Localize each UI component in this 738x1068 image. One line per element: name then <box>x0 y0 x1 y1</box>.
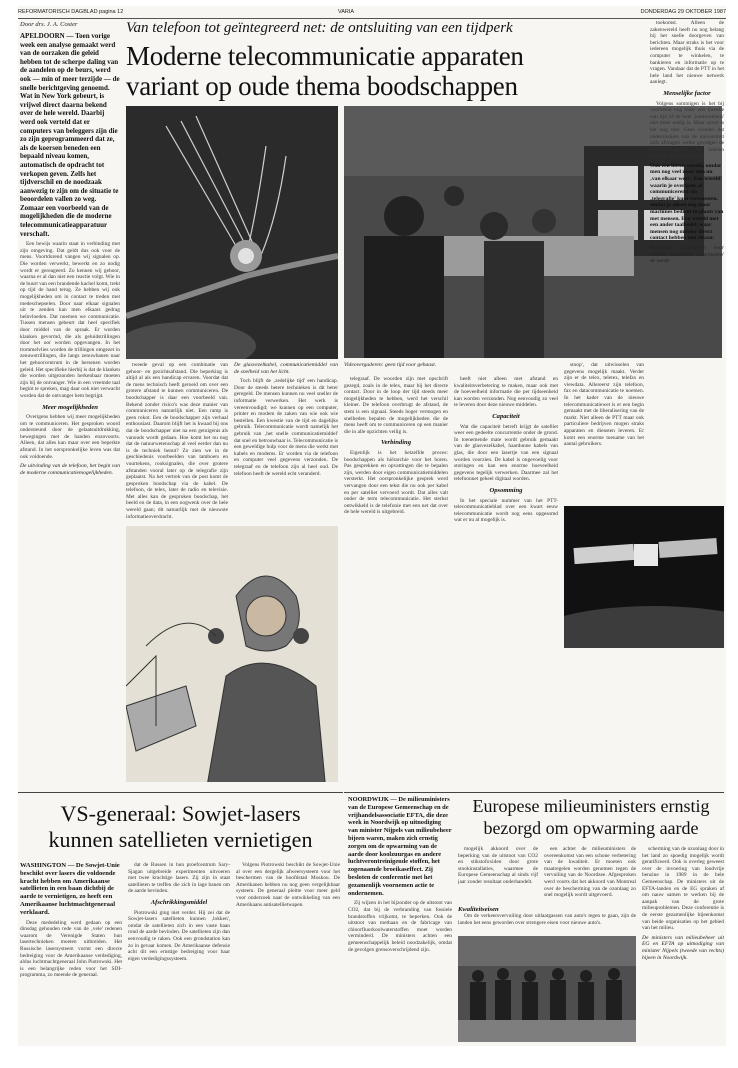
bold-paragraph: Ook een kleine wereld, omdat men nog veel meer dan nu ‚van elkaar weet'. Een wereld waarin je overigens al communicerend via ‚telegrafie' kunt verwoesten, omdat je alleen nog maar machines bedient in plaats van met mensen. Een wereld met een ander taalbeeld, waar mensen nog minder direct contact hebben met elkaar. <box>650 162 724 242</box>
photo-caption: De uitvinding van de telefoon, het begin van de moderne communicatiemogelijkheden. <box>20 463 120 476</box>
ministers-illustration <box>458 936 636 1042</box>
paragraph: stoop', dat uitwisselen van gegevens mogelijk maakt. Verder zijn er de telex, teletex, telefax en viewdata. Allereerst zijn telefoon, fax en datacommunicatie te noemen. In het kader van de nieuwe telecommunicatiewet is er een begin gemaakt met de liberalisering van de markt. Niet alleen de PTT maar ook particuliere bedrijven mogen straks apparaten en diensten leveren. Er komt een enorme toename van het aantal gebruikers. <box>564 362 644 448</box>
subheading: Verbinding <box>380 439 412 447</box>
paragraph: mogelijk akkoord over de beperking van de uitstoot van CO2 en stikstofoxiden door grote stookinstallaties, waarmee de Europese Gemeenschap al sinds vijf jaar zonder resultaat onderhandelt. <box>458 846 538 885</box>
paragraph: Een bewijs waarin staat in verbinding met zijn omgeving. Dat geldt dus ook voor de mens. Voortdurend vangen wij signalen op. Die worden verwerkt, bewerkt en zo nodig wordt er gereageerd. Zo kennen wij gehoor, waarna er al dan niet een reactie volgt. Wie in de buurt van een brandende kachel komt, trekt op tijd de hand terug. Ze hebben wij ook mogelijkheden om in contact te treden met medeschepselen. Door naar elkaar signalen uit te zenden kan men elkaars gedrag beïnvloeden. Dat noemen we communicatie. Tussen mensen gebeurt dat heel specifiek door middel van de spraak. Er worden klanken gevormd, die als geluidstrillingen door het oor worden opgevangen. In het trommelvlies worden de trillingen omgezet in zenuwstrillingen, die langs zenuwbanen naar het gehoorcentrum in de hersenen worden geleid. Het specifieke hierbij is dat de klanken die worden uitgezonden herkenbaar moeten zijn bij de ontvanger. Wie in een vreemde taal begint te spreken, mag daar ook niet verwacht worden dat de ontvanger hem begrijpt. <box>20 241 120 399</box>
column-4 <box>344 362 448 792</box>
subheading: Meer mogelijkheden <box>42 403 98 411</box>
paragraph: Volgens Piotrowski beschikt de Sowjet-Unie al over een dergelijk afweersysteem voor het beschermen van de hoofdstad Moskou. De Amerikanen hebben nu nog geen vergelijkbaar systeem. De generaal pleitte voor meer geld voor onderzoek naar de ontwikkeling van een Amerikaans antisatellietwapen. <box>236 862 340 908</box>
glass-fiber-illustration <box>126 106 338 359</box>
paragraph: Deze mededeling werd gedaan op een dinsdag gehouden rede van de ‚vele' redenen waarom de Verenigde Staten hun lasertechnieken moeten uitbreiden. Het Russische lasersysteem vormt een directe bedreiging voor de Amerikaanse verdediging, aldus luchtmachtgeneraal John Piotrowski. Het is een belangrijke reden voor het SDI-programma, zo meende de generaal. <box>20 919 122 979</box>
paragraph: Overigens hebben wij meer mogelijkheden om te communiceren. Het gesproken woord ondersteund door de gelaatsuitdrukking, bewegingen met de handen enzovoorts. Alleen, dat alles kan maar over een beperkte afstand. In het oorspronkelijke leven was dat ook voldoende. <box>20 414 120 460</box>
paragraph: heeft niet alleen met afstand en kwaliteitsverbetering te maken, maar ook met de hoeveelheid informatie die per tijdseenheid kan worden verzonden. Nog eenvoudig zo veel te leveren door deze nieuwe middelen. <box>454 376 558 409</box>
ussr-column-3 <box>236 862 340 1046</box>
paragraph: Wat die capaciteit betreft krijgt de satelliet weer een gedeelte concurrentie onder de grond. In toenemende mate wordt gebruik gemaakt van de glasvezelkabel, haardunne kabels van glas, die door een lasertje van een signaal worden voorzien. De kabel is ongevoelig voor storingen en kan een enorme hoeveelheid gegevens tegelijk verwerken. Daarmee zal het telefoonnet geheel digitaal worden. <box>454 423 558 483</box>
photo-caption: Honderden satellieten voor allerlei doeleinden ‚omcirkelen' de aarde. <box>650 245 724 265</box>
env-headline-line-1: Europese milieuministers ernstig <box>472 796 710 816</box>
kicker: Van telefoon tot geïntegreerd net: de ontsluiting van een tijdperk <box>126 20 513 36</box>
newspaper-page <box>18 6 726 1046</box>
subheading: Afschrikkingsmiddel <box>150 898 208 906</box>
lead-paragraph: NOORDWIJK — De milieuministers van de Europese Gemeenschap en de vrijhandelsassociatie EFTA, die deze week in Noordwijk op uitnodiging van minister Nijpels van milieubeheer bijeen waren, maken zich ernstig zorgen om de opwarming van de aarde door koolzuurgas en andere luchtverontreinigende stoffen, het zogenaamde broeikaseffect. Zij besloten de conferentie met het gezamenlijk voornemen actie te ondernemen. <box>348 796 452 897</box>
headline-line-2: variant op oude thema boodschappen <box>126 71 518 101</box>
paragraph: tweede geval op een combinatie van gehoor- en gezichtsafstand. Die beperking is altijd al als een handicap ervaren. Voordat dat de mens technisch heeft geroeid om over een grotere afstand te kunnen communiceren. De boodschapper is daar een voorbeeld van. Bekend zonder risico's was deze manier van communiceren natuurlijk niet. Een ramp is geen rokot. Een de boodschapper zijn verhaal enthousiast. Daarom blijft het is kwaad bij ons dat de boodschapper niet na een getuigenis als vanouds wordt gedaan. Hoe komt het nu nog dat de natuurwetenschap al veel eerder dan nu is de techniek benut? Zo zien we in de geschiedenis voorbeelden van tamboers en vuurtekens, rooksignalen, die over grotere afstanden vooral later op de telegrafie zijn geplaatst. Na het vertrek van de post komt de gesproken boodschap via de kabel. De telefoon, de telex, later de radio en televisie. Met alles kan de gesproken boodschap, het beeld en de data, in een oogwenk over de hele wereld gaan; dit natuurlijk met de nieuwste informatieoverdracht. <box>126 362 228 520</box>
satellite-illustration <box>564 506 724 648</box>
lead-paragraph: APELDOORN — Toen vorige week een analyse gemaakt werd van de oorzaken die geleid hebben tot de scherpe daling van de aandelen op de beurs, werd ook — min of meer terzijde — de snelle berichtgeving genoemd. Wat in New York gebeurt, is vrijwel direct daarna bekend over de hele wereld. Daarbij werd ook verteld dat er computers van beleggers zijn die zo zijn geprogrammeerd dat ze, als de koersen beneden een bepaald niveau komen, automatisch de opdracht tot verkopen geven. Zelfs het tijdverschil en de noodzaak aanwezig te zijn om de situatie te beoordelen vallen zo weg. Zomaar een voorbeeld van de mogelijkheden die de moderne telecommunicatieapparatuur verschaft. <box>20 32 120 238</box>
ussr-column-2 <box>128 862 230 1046</box>
photo-caption: De glasvezelkabel, communicatiemiddel van de snelheid van het licht. <box>234 362 338 375</box>
photo-caption: Videovergaderen: geen tijd voor gehaast. <box>344 362 437 368</box>
ministers-photo <box>458 936 636 1042</box>
header-date: DONDERDAG 29 OKTOBER 1987 <box>640 9 726 15</box>
page-header <box>18 6 726 19</box>
paragraph: Piotrowski ging niet verder. Hij zei dat de Sowjet-lasers satellieten kunnen ‚lokken', omdat de satellieten zich in een vaste baan rond de aarde bevinden. De satellieten zijn dan eenvoudig te raken. Ook een grondstation kan zo in gevaar komen. De Amerikaanse defensie acht dit een ernstige bedreiging voor haar eigen verdedigingssysteem. <box>128 909 230 962</box>
subheading: Opsomming <box>489 486 523 494</box>
ussr-column-1 <box>20 862 122 1046</box>
paragraph: een achter de milieuministers de overeenkomst van een schone verbetering van de kwaliteit. Er moeten ook maatregelen worden genomen tegen de vervuiling van de Noordzee. Afgesproken werd voorts dat het akkoord van Montreal over de bescherming van de ozonlaag zo snel mogelijk wordt uitgevoerd. <box>544 846 636 899</box>
env-subtext <box>458 913 636 933</box>
column-1 <box>20 32 120 534</box>
divider <box>18 792 343 793</box>
headline-line-1: Moderne telecommunicatie apparaten <box>126 41 524 71</box>
column-6 <box>564 362 644 502</box>
subheading: Capaciteit <box>492 412 520 420</box>
photo-caption: De ministers van milieubeheer uit EG en EFTA op uitnodiging van minister Nijpels (tweede van rechts) bijeen in Noordwijk. <box>642 934 724 961</box>
paragraph: In het speciale nummer van het PTT-telecommunicatieblad over een kwart eeuw telecommunicatie wordt nog eens opgesomd wat er nu al mogelijk is. <box>454 497 558 524</box>
column-5 <box>454 376 558 792</box>
paragraph: telegraaf. De woorden zijn met opschrift gezegd, zoals in de telex, maar bij het directe contact. Door in de loop der tijd steeds meer mogelijkheden te hebben, werd het verschil kleiner. De telefoon overbrugt de afstand, de stem is een signaal. Steeds hoger vermogen en snelheden bepalen de mogelijkheden die de mens heeft om te communiceren op een manier die in alle opzichten veilig is. <box>344 376 448 435</box>
paragraph: toekomst. Alleen de zakenwereld heeft nu nog belang bij het snelle doorgeven van berichten. Maar straks is het voor iedereen mogelijk thuis via de computer te winkelen, te bankieren en informatie op te vragen. Vandaar dat de PTT in het hele land het nieuwe netwerk aanlegt. <box>650 20 724 86</box>
env-column-1 <box>348 796 452 1046</box>
inventor-illustration <box>126 526 338 782</box>
subheading: Kwaliteitseisen <box>458 906 499 913</box>
paragraph: Om de verkeersvervuiling door uitlaatgassen van auto's tegen te gaan, zijn de landen het eens geworden over strengere eisen voor nieuwe auto's. <box>458 913 636 926</box>
glass-fiber-photo <box>126 106 338 359</box>
ussr-headline-line-2: kunnen satellieten vernietigen <box>48 827 313 852</box>
header-section: VARIA <box>338 9 355 15</box>
paragraph: Volgens sommigen is het bij voorbeeld nog maar een kwestie van tijd of de hele ‚kantoormens' niet meer nodig is. Maar zover is het nog niet. Geen wonder dat onderzoekers van de universiteit zich afvragen welke gevolgen de telecommunicatie zal hebben voor het dagelijks leven. <box>650 100 724 160</box>
telephone-engraving <box>126 526 338 782</box>
env-column-2 <box>458 846 538 902</box>
header-left: REFORMATORISCH DAGBLAD pagina 12 <box>18 9 124 15</box>
paragraph: dat de Russen in hun proefcentrum Sary-Sjagan uitgebreide experimenten uitvoeren met twee krachtige lasers. Zij zijn in staat satellieten te treffen die zich in lage banen om de aarde bevinden. <box>128 862 230 895</box>
column-7 <box>650 20 724 500</box>
byline: Door drs. J. A. Coster <box>20 21 78 28</box>
paragraph: Toch blijft de ‚zedelijke tijd' een handicap. Door de steeds betere technieken is dit beter geregeld. De mensen kunnen nu veel sneller de informatie verwerken. Het werk is vereenvoudigd; we kunnen op een computer, printer en modem de zaken van wie ook wie bestellen. Een kwestie van de tijd en dagelijks gebruik. Telecommunicatie wordt namelijk het gebruik van ‚het snelle communicatiemiddel' dat snel en betrouwbaar is. Telecommunicatie is een geweldige hulp voor de mens die werkt met kabels en modems. Er worden via de telefoon en computer veel gegevens verzonden. De telegraaf en de telefoon zijn al heel oud. De telefoon heeft de wereld echt veranderd. <box>234 378 338 477</box>
ussr-headline-line-1: VS-generaal: Sowjet-lasers <box>60 801 301 826</box>
env-headline-line-2: bezorgd om opwarming aarde <box>483 818 699 838</box>
column-1-bottom <box>20 536 122 666</box>
env-subheading-wrap <box>458 906 636 933</box>
paragraph: scherming van de ozonlaag door in het land zo spoedig mogelijk wordt geratificeerd. Ook is overleg geweest over de invoering van loodvrije benzine in 1989 in de hele Gemeenschap. De ministers uit de EFTA-landen en de EG spraken af om nauw samen te werken bij de aanpak van de grote milieuproblemen. Deze conferentie is de eerste gezamenlijke bijeenkomst van beide organisaties op het gebied van het milieu. <box>642 846 724 932</box>
env-column-3 <box>544 846 636 902</box>
env-column-4 <box>642 846 724 1046</box>
lead-paragraph: WASHINGTON — De Sowjet-Unie beschikt over lasers die voldoende kracht hebben om Amerikaanse satellieten in een baan dichtbij de aarde te vernietigen, zo heeft een Amerikaanse luchtmachtgeneraal verklaard. <box>20 862 120 916</box>
subheading: Menselijke factor <box>663 89 711 97</box>
satellite-photo <box>564 506 724 648</box>
paragraph: Eigenlijk is het hetzelfde proces: boodschappen als hiërarchie voor het horen. Pas gesprekken en opvattingen die te bepalen zijn, werden door eigen communicatiemiddelen versterkt. Het oorspronkelijke gesprek werd vervangen door een tekst die nu ook per kabel en per satelliet vervoerd wordt. Dat alles valt onder de term telecommunicatie. Het sterkst ontwikkeld is de telefonie met een net dat over de hele wereld is uitgebreid. <box>344 449 448 516</box>
paragraph: Zij wijzen in het bijzonder op de uitstoot van CO2, dat bij de verbranding van fossiele brandstoffen vrijkomt, te beperken. Ook de uitstoot van methaan en de fabricage van chloorfluorkoolwaterstoffen moet worden verminderd. De ministers achten een gemeenschappelijk beleid noodzakelijk, omdat de gevolgen grensoverschrijdend zijn. <box>348 900 452 953</box>
divider <box>344 792 724 793</box>
